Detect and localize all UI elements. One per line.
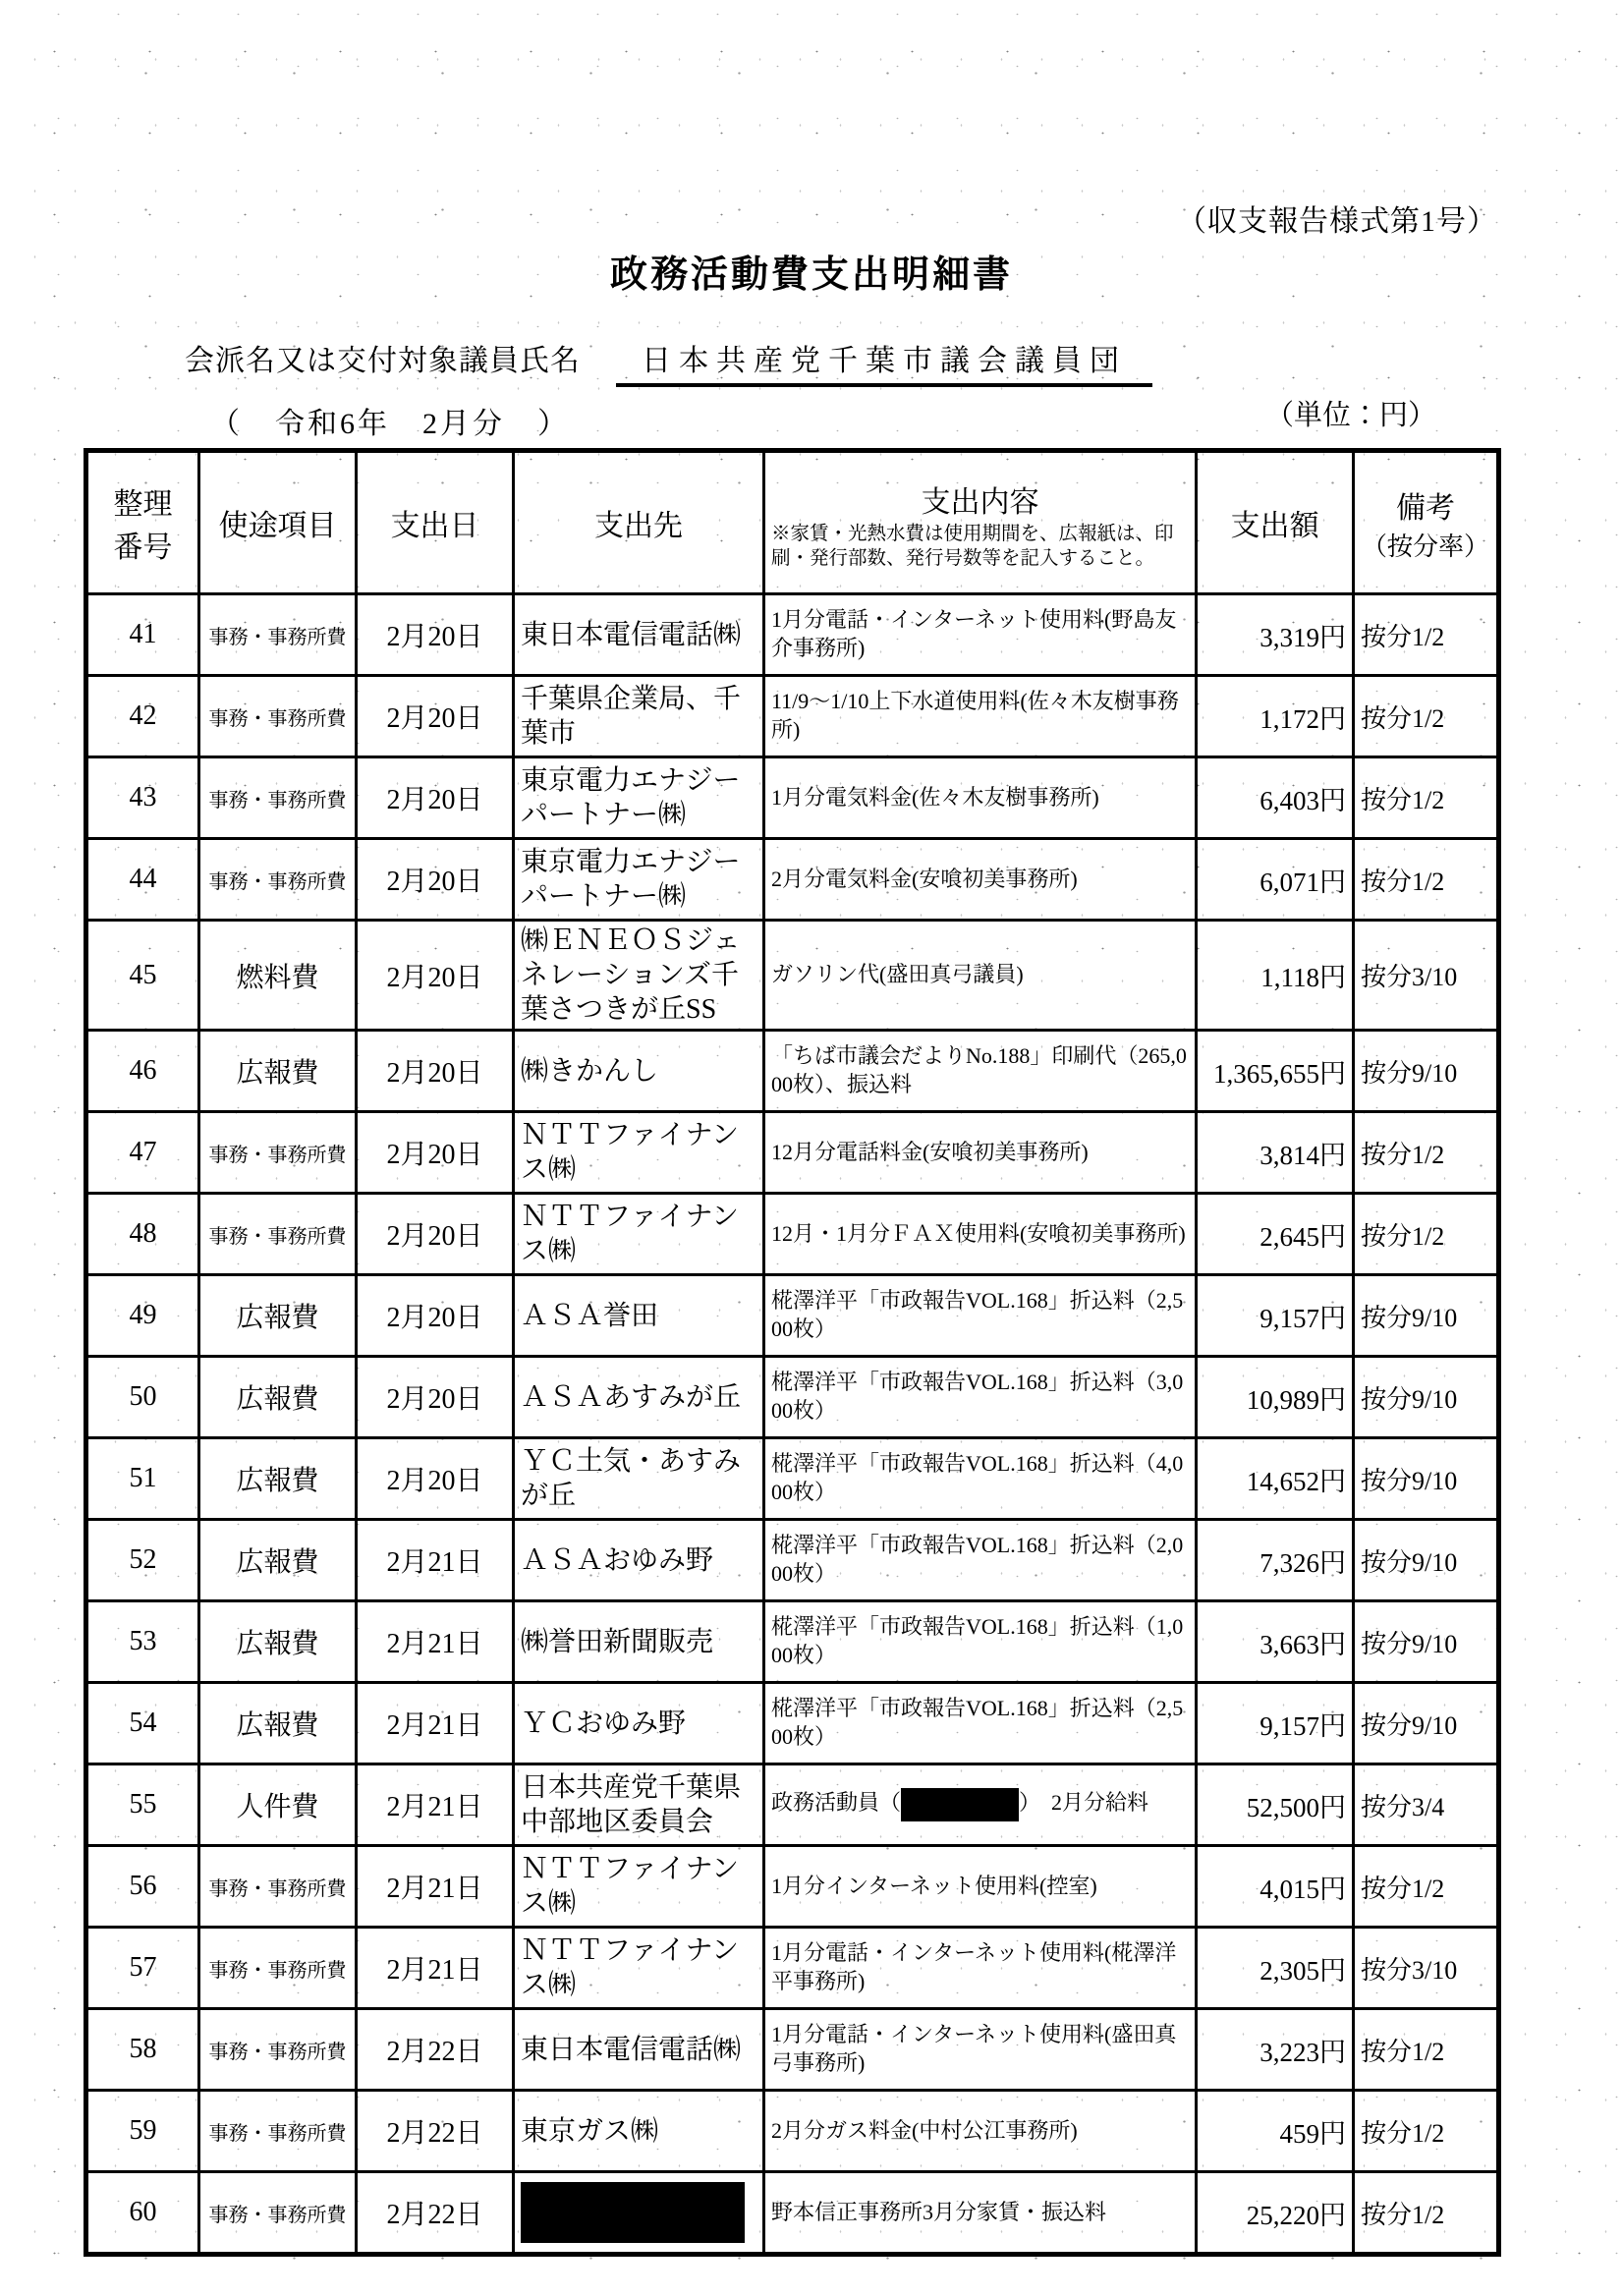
cell-content: 1月分インターネット使用料(控室)	[764, 1846, 1197, 1928]
cell-remark: 按分9/10	[1354, 1520, 1499, 1601]
cell-amount: 3,814円	[1197, 1112, 1354, 1194]
cell-date: 2月22日	[357, 2009, 514, 2091]
faction-line	[185, 336, 1152, 387]
cell-payee: ＮＴＴファイナンス㈱	[514, 1928, 764, 2009]
cell-category: 事務・事務所費	[199, 1194, 357, 1275]
col-amount: 支出額	[1197, 451, 1354, 594]
cell-payee: ㈱誉田新聞販売	[514, 1601, 764, 1683]
cell-date: 2月20日	[357, 1031, 514, 1112]
cell-payee: 東京電力エナジーパートナー㈱	[514, 757, 764, 839]
cell-content: 11/9～1/10上下水道使用料(佐々木友樹事務所)	[764, 676, 1197, 757]
cell-amount: 1,172円	[1197, 676, 1354, 757]
cell-amount: 10,989円	[1197, 1357, 1354, 1438]
cell-seq-number: 48	[86, 1194, 199, 1275]
cell-date: 2月20日	[357, 757, 514, 839]
expense-row	[86, 2172, 1499, 2255]
cell-amount: 4,015円	[1197, 1846, 1354, 1928]
cell-category: 事務・事務所費	[199, 676, 357, 757]
cell-content: 「ちば市議会だよりNo.188」印刷代（265,000枚）、振込料	[764, 1031, 1197, 1112]
expense-row	[86, 1031, 1499, 1112]
cell-content: 12月分電話料金(安喰初美事務所)	[764, 1112, 1197, 1194]
cell-remark: 按分1/2	[1354, 676, 1499, 757]
cell-content: 椛澤洋平「市政報告VOL.168」折込料（3,000枚）	[764, 1357, 1197, 1438]
cell-content: 1月分電気料金(佐々木友樹事務所)	[764, 757, 1197, 839]
cell-amount: 3,319円	[1197, 594, 1354, 676]
col-payee: 支出先	[514, 451, 764, 594]
cell-date: 2月20日	[357, 676, 514, 757]
col-seq-number	[86, 451, 199, 594]
cell-remark: 按分1/2	[1354, 594, 1499, 676]
cell-content: 1月分電話・インターネット使用料(盛田真弓事務所)	[764, 2009, 1197, 2091]
expense-row	[86, 1275, 1499, 1357]
text-fragment: ） 2月分給料	[1019, 1790, 1149, 1816]
cell-seq-number: 50	[86, 1357, 199, 1438]
text-fragment: 政務活動員（	[771, 1790, 902, 1816]
cell-category: 人件費	[199, 1764, 357, 1846]
page-title: 政務活動費支出明細書	[609, 254, 1013, 296]
cell-seq-number: 45	[86, 921, 199, 1031]
cell-payee: 日本共産党千葉県中部地区委員会	[514, 1764, 764, 1846]
cell-content: 野本信正事務所3月分家賃・振込料	[764, 2172, 1197, 2255]
cell-remark: 按分3/4	[1354, 1764, 1499, 1846]
cell-category: 事務・事務所費	[199, 839, 357, 921]
cell-payee: ＮＴＴファイナンス㈱	[514, 1194, 764, 1275]
cell-category: 広報費	[199, 1520, 357, 1601]
cell-content: 椛澤洋平「市政報告VOL.168」折込料（4,000枚）	[764, 1438, 1197, 1520]
cell-date: 2月22日	[357, 2091, 514, 2172]
cell-seq-number: 51	[86, 1438, 199, 1520]
cell-amount: 25,220円	[1197, 2172, 1354, 2255]
cell-date: 2月20日	[357, 839, 514, 921]
cell-content: 12月・1月分ＦＡＸ使用料(安喰初美事務所)	[764, 1194, 1197, 1275]
cell-remark: 按分1/2	[1354, 2172, 1499, 2255]
col-remark-line2: （按分率）	[1361, 532, 1489, 561]
expense-row	[86, 1683, 1499, 1764]
cell-amount: 52,500円	[1197, 1764, 1354, 1846]
cell-category: 事務・事務所費	[199, 2172, 357, 2255]
cell-date: 2月22日	[357, 2172, 514, 2255]
expense-row	[86, 1438, 1499, 1520]
expense-row	[86, 839, 1499, 921]
period-label: （ 令和6年 2月分 ）	[210, 408, 570, 440]
cell-amount: 2,645円	[1197, 1194, 1354, 1275]
cell-amount: 9,157円	[1197, 1683, 1354, 1764]
faction-label: 会派名又は交付対象議員氏名	[185, 345, 581, 377]
cell-seq-number: 44	[86, 839, 199, 921]
cell-date: 2月21日	[357, 1601, 514, 1683]
cell-category: 事務・事務所費	[199, 1112, 357, 1194]
expense-row	[86, 2091, 1499, 2172]
cell-seq-number: 49	[86, 1275, 199, 1357]
expense-row	[86, 676, 1499, 757]
cell-payee: 千葉県企業局、千葉市	[514, 676, 764, 757]
cell-category: 広報費	[199, 1601, 357, 1683]
expense-table	[84, 448, 1501, 2257]
form-number-label: （収支報告様式第1号）	[1177, 205, 1497, 238]
cell-amount: 1,365,655円	[1197, 1031, 1354, 1112]
cell-date: 2月20日	[357, 921, 514, 1031]
cell-payee: ＮＴＴファイナンス㈱	[514, 1846, 764, 1928]
cell-amount: 9,157円	[1197, 1275, 1354, 1357]
cell-amount: 7,326円	[1197, 1520, 1354, 1601]
cell-date: 2月20日	[357, 594, 514, 676]
cell-date: 2月20日	[357, 1194, 514, 1275]
cell-content: 1月分電話・インターネット使用料(椛澤洋平事務所)	[764, 1928, 1197, 2009]
cell-date: 2月21日	[357, 1846, 514, 1928]
cell-seq-number: 60	[86, 2172, 199, 2255]
cell-content	[764, 1764, 1197, 1846]
cell-amount: 6,071円	[1197, 839, 1354, 921]
cell-category: 広報費	[199, 1357, 357, 1438]
cell-amount: 14,652円	[1197, 1438, 1354, 1520]
cell-date: 2月20日	[357, 1438, 514, 1520]
cell-remark: 按分1/2	[1354, 839, 1499, 921]
expense-row	[86, 594, 1499, 676]
col-category: 使途項目	[199, 451, 357, 594]
cell-content: 2月分ガス料金(中村公江事務所)	[764, 2091, 1197, 2172]
cell-content: ガソリン代(盛田真弓議員)	[764, 921, 1197, 1031]
cell-amount: 6,403円	[1197, 757, 1354, 839]
cell-category: 事務・事務所費	[199, 2009, 357, 2091]
cell-remark: 按分9/10	[1354, 1683, 1499, 1764]
cell-payee: ＮＴＴファイナンス㈱	[514, 1112, 764, 1194]
cell-amount: 3,223円	[1197, 2009, 1354, 2091]
cell-remark: 按分1/2	[1354, 1846, 1499, 1928]
cell-category: 広報費	[199, 1438, 357, 1520]
cell-content: 椛澤洋平「市政報告VOL.168」折込料（1,000枚）	[764, 1601, 1197, 1683]
cell-payee: ＡＳＡあすみが丘	[514, 1357, 764, 1438]
cell-category: 事務・事務所費	[199, 1846, 357, 1928]
cell-seq-number: 42	[86, 676, 199, 757]
cell-seq-number: 54	[86, 1683, 199, 1764]
cell-remark: 按分9/10	[1354, 1031, 1499, 1112]
cell-seq-number: 56	[86, 1846, 199, 1928]
cell-category: 事務・事務所費	[199, 757, 357, 839]
cell-payee: 東京電力エナジーパートナー㈱	[514, 839, 764, 921]
cell-payee: ＹＣ土気・あすみが丘	[514, 1438, 764, 1520]
cell-category: 広報費	[199, 1275, 357, 1357]
cell-remark: 按分9/10	[1354, 1601, 1499, 1683]
cell-category: 事務・事務所費	[199, 594, 357, 676]
expense-row	[86, 1520, 1499, 1601]
col-content-title: 支出内容	[921, 486, 1039, 520]
expense-row	[86, 1112, 1499, 1194]
cell-date: 2月20日	[357, 1357, 514, 1438]
cell-remark: 按分9/10	[1354, 1275, 1499, 1357]
cell-amount: 1,118円	[1197, 921, 1354, 1031]
cell-payee: ㈱ＥＮＥＯＳジェネレーションズ千葉さつきが丘SS	[514, 921, 764, 1031]
cell-content: 1月分電話・インターネット使用料(野島友介事務所)	[764, 594, 1197, 676]
col-remark-line1: 備考	[1396, 491, 1455, 525]
cell-amount: 3,663円	[1197, 1601, 1354, 1683]
cell-payee: ㈱きかんし	[514, 1031, 764, 1112]
cell-date: 2月21日	[357, 1764, 514, 1846]
cell-category: 事務・事務所費	[199, 1928, 357, 2009]
header-row	[86, 451, 1499, 594]
cell-content: 椛澤洋平「市政報告VOL.168」折込料（2,000枚）	[764, 1520, 1197, 1601]
cell-category: 広報費	[199, 1031, 357, 1112]
col-content-note: ※家賃・光熱水費は使用期間を、広報紙は、印刷・発行部数、発行号数等を記入すること。	[771, 524, 1174, 569]
cell-content: 椛澤洋平「市政報告VOL.168」折込料（2,500枚）	[764, 1275, 1197, 1357]
cell-date: 2月21日	[357, 1683, 514, 1764]
col-content	[764, 451, 1197, 594]
cell-category: 燃料費	[199, 921, 357, 1031]
redaction-box	[521, 2182, 745, 2243]
cell-seq-number: 59	[86, 2091, 199, 2172]
expense-row	[86, 921, 1499, 1031]
expense-table-body	[86, 594, 1499, 2255]
cell-payee: ＡＳＡ誉田	[514, 1275, 764, 1357]
faction-name: 日本共産党千葉市議会議員団	[616, 336, 1152, 387]
expense-row	[86, 1357, 1499, 1438]
cell-remark: 按分3/10	[1354, 1928, 1499, 2009]
cell-payee: 東日本電信電話㈱	[514, 2009, 764, 2091]
cell-date: 2月20日	[357, 1112, 514, 1194]
expense-row	[86, 1928, 1499, 2009]
cell-remark: 按分1/2	[1354, 1112, 1499, 1194]
cell-date: 2月20日	[357, 1275, 514, 1357]
expense-row	[86, 1846, 1499, 1928]
cell-seq-number: 58	[86, 2009, 199, 2091]
cell-payee: ＹＣおゆみ野	[514, 1683, 764, 1764]
cell-payee: ＡＳＡおゆみ野	[514, 1520, 764, 1601]
expense-row	[86, 1601, 1499, 1683]
expense-row	[86, 2009, 1499, 2091]
cell-amount: 2,305円	[1197, 1928, 1354, 2009]
col-seq-line2: 番号	[113, 532, 173, 564]
cell-content: 椛澤洋平「市政報告VOL.168」折込料（2,500枚）	[764, 1683, 1197, 1764]
redaction-box	[901, 1788, 1019, 1821]
cell-seq-number: 47	[86, 1112, 199, 1194]
col-remark	[1354, 451, 1499, 594]
cell-seq-number: 46	[86, 1031, 199, 1112]
cell-payee	[514, 2172, 764, 2255]
cell-seq-number: 57	[86, 1928, 199, 2009]
cell-remark: 按分1/2	[1354, 757, 1499, 839]
unit-note: （単位：円）	[1265, 400, 1437, 431]
expense-row	[86, 1764, 1499, 1846]
cell-seq-number: 43	[86, 757, 199, 839]
expense-row	[86, 1194, 1499, 1275]
cell-remark: 按分1/2	[1354, 1194, 1499, 1275]
col-date: 支出日	[357, 451, 514, 594]
cell-seq-number: 55	[86, 1764, 199, 1846]
cell-category: 事務・事務所費	[199, 2091, 357, 2172]
cell-seq-number: 52	[86, 1520, 199, 1601]
cell-remark: 按分9/10	[1354, 1357, 1499, 1438]
cell-category: 広報費	[199, 1683, 357, 1764]
cell-remark: 按分9/10	[1354, 1438, 1499, 1520]
cell-seq-number: 53	[86, 1601, 199, 1683]
cell-payee: 東日本電信電話㈱	[514, 594, 764, 676]
col-seq-line1: 整理	[113, 488, 173, 521]
cell-remark: 按分3/10	[1354, 921, 1499, 1031]
cell-payee: 東京ガス㈱	[514, 2091, 764, 2172]
expense-row	[86, 757, 1499, 839]
cell-date: 2月21日	[357, 1520, 514, 1601]
cell-remark: 按分1/2	[1354, 2091, 1499, 2172]
cell-date: 2月21日	[357, 1928, 514, 2009]
cell-amount: 459円	[1197, 2091, 1354, 2172]
cell-remark: 按分1/2	[1354, 2009, 1499, 2091]
cell-content: 2月分電気料金(安喰初美事務所)	[764, 839, 1197, 921]
cell-seq-number: 41	[86, 594, 199, 676]
